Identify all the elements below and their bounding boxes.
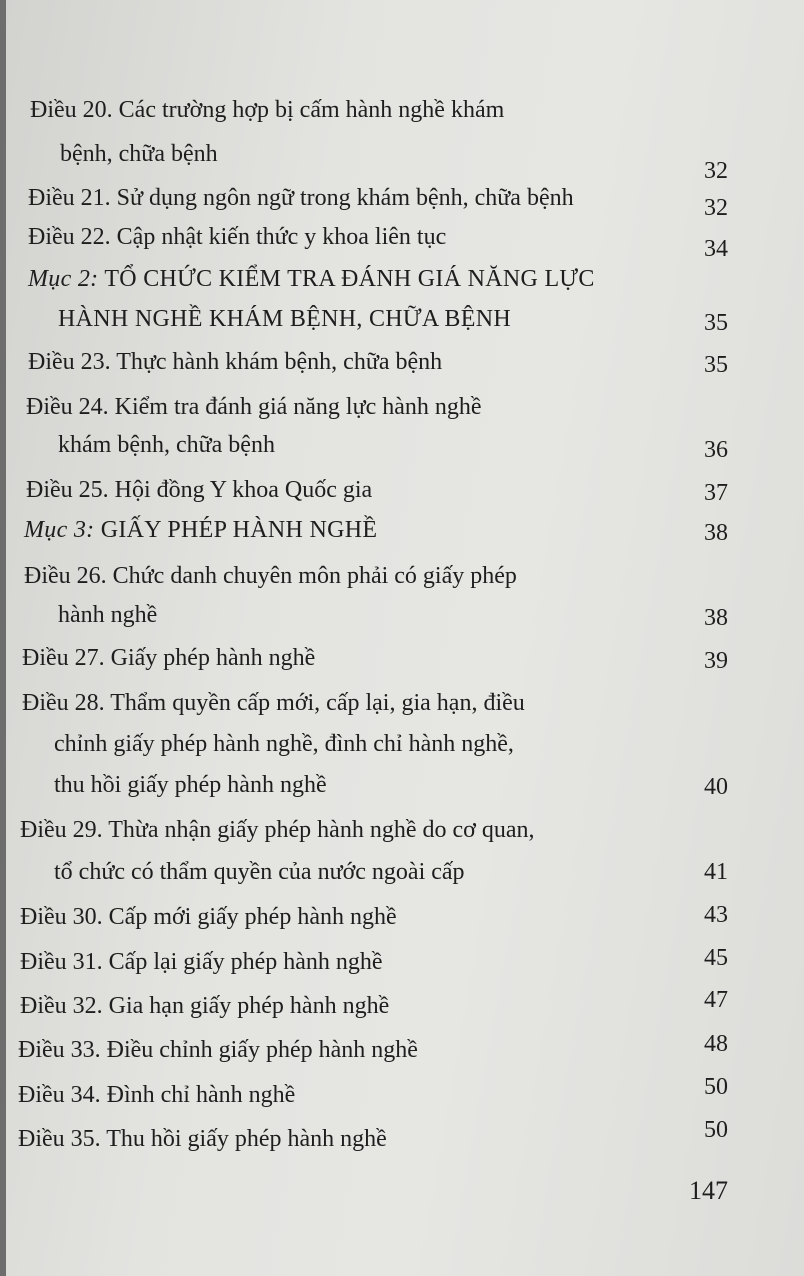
toc-page-dieu-26: 38: [704, 605, 728, 631]
toc-entry-dieu-29-line-1: Điều 29. Thừa nhận giấy phép hành nghề do cơ quan,: [20, 817, 535, 843]
toc-page-dieu-22: 34: [704, 236, 728, 262]
toc-page-dieu-33: 48: [704, 1031, 728, 1057]
toc-page-dieu-21: 32: [704, 195, 728, 221]
toc-entry-dieu-28-line-2: chỉnh giấy phép hành nghề, đình chỉ hành nghề,: [54, 731, 514, 757]
toc-section-muc-3: [24, 515, 377, 545]
toc-page-dieu-31: 45: [704, 945, 728, 971]
toc-page-dieu-28: 40: [704, 774, 728, 800]
toc-page-dieu-23: 35: [704, 352, 728, 378]
toc-page-dieu-20: 32: [704, 158, 728, 184]
toc-page-muc-2: 35: [704, 310, 728, 336]
toc-page-dieu-35: 50: [704, 1117, 728, 1143]
toc-section-muc-2-line-1: [28, 264, 595, 294]
toc-page-dieu-24: 36: [704, 437, 728, 463]
toc-section-muc-2-line-2: HÀNH NGHỀ KHÁM BỆNH, CHỮA BỆNH: [58, 306, 511, 332]
toc-entry-dieu-32: Điều 32. Gia hạn giấy phép hành nghề: [20, 993, 390, 1019]
toc-entry-dieu-29-line-2: tổ chức có thẩm quyền của nước ngoài cấp: [54, 859, 465, 885]
page-number: 147: [689, 1176, 728, 1205]
toc-entry-dieu-24-line-2: khám bệnh, chữa bệnh: [58, 432, 275, 458]
toc-entry-dieu-22: Điều 22. Cập nhật kiến thức y khoa liên tục: [28, 224, 447, 250]
toc-page-dieu-32: 47: [704, 987, 728, 1013]
toc-entry-dieu-28-line-3: thu hồi giấy phép hành nghề: [54, 772, 327, 798]
toc-entry-dieu-24-line-1: Điều 24. Kiểm tra đánh giá năng lực hành nghề: [26, 394, 482, 420]
toc-entry-dieu-30: Điều 30. Cấp mới giấy phép hành nghề: [20, 904, 397, 930]
section-label: Mục 2:: [28, 266, 99, 292]
toc-entry-dieu-23: Điều 23. Thực hành khám bệnh, chữa bệnh: [28, 349, 443, 375]
toc-page-dieu-34: 50: [704, 1074, 728, 1100]
toc-page-muc-3: 38: [704, 520, 728, 546]
toc-entry-dieu-21: Điều 21. Sử dụng ngôn ngữ trong khám bệnh, chữa bệnh: [28, 185, 574, 211]
toc-entry-dieu-27: Điều 27. Giấy phép hành nghề: [22, 645, 316, 671]
toc-entry-dieu-26-line-1: Điều 26. Chức danh chuyên môn phải có giấy phép: [24, 563, 517, 589]
toc-page-dieu-29: 41: [704, 859, 728, 885]
toc-entry-dieu-20-line-1: Điều 20. Các trường hợp bị cấm hành nghề khám: [30, 97, 505, 123]
section-label: Mục 3:: [24, 517, 95, 543]
toc-page-dieu-25: 37: [704, 480, 728, 506]
section-title: TỔ CHỨC KIỂM TRA ĐÁNH GIÁ NĂNG LỰC: [104, 266, 595, 292]
toc-entry-dieu-20-line-2: bệnh, chữa bệnh: [60, 141, 218, 167]
toc-entry-dieu-26-line-2: hành nghề: [58, 602, 158, 628]
toc-entry-dieu-33: Điều 33. Điều chỉnh giấy phép hành nghề: [18, 1037, 418, 1063]
toc-entry-dieu-35: Điều 35. Thu hồi giấy phép hành nghề: [18, 1126, 387, 1152]
section-title: GIẤY PHÉP HÀNH NGHỀ: [100, 517, 378, 543]
toc-entry-dieu-31: Điều 31. Cấp lại giấy phép hành nghề: [20, 949, 383, 975]
toc-entry-dieu-28-line-1: Điều 28. Thẩm quyền cấp mới, cấp lại, gia hạn, điều: [22, 690, 525, 716]
toc-page-dieu-30: 43: [704, 902, 728, 928]
toc-entry-dieu-25: Điều 25. Hội đồng Y khoa Quốc gia: [26, 477, 373, 503]
toc-page-dieu-27: 39: [704, 648, 728, 674]
toc-entry-dieu-34: Điều 34. Đình chỉ hành nghề: [18, 1082, 296, 1108]
